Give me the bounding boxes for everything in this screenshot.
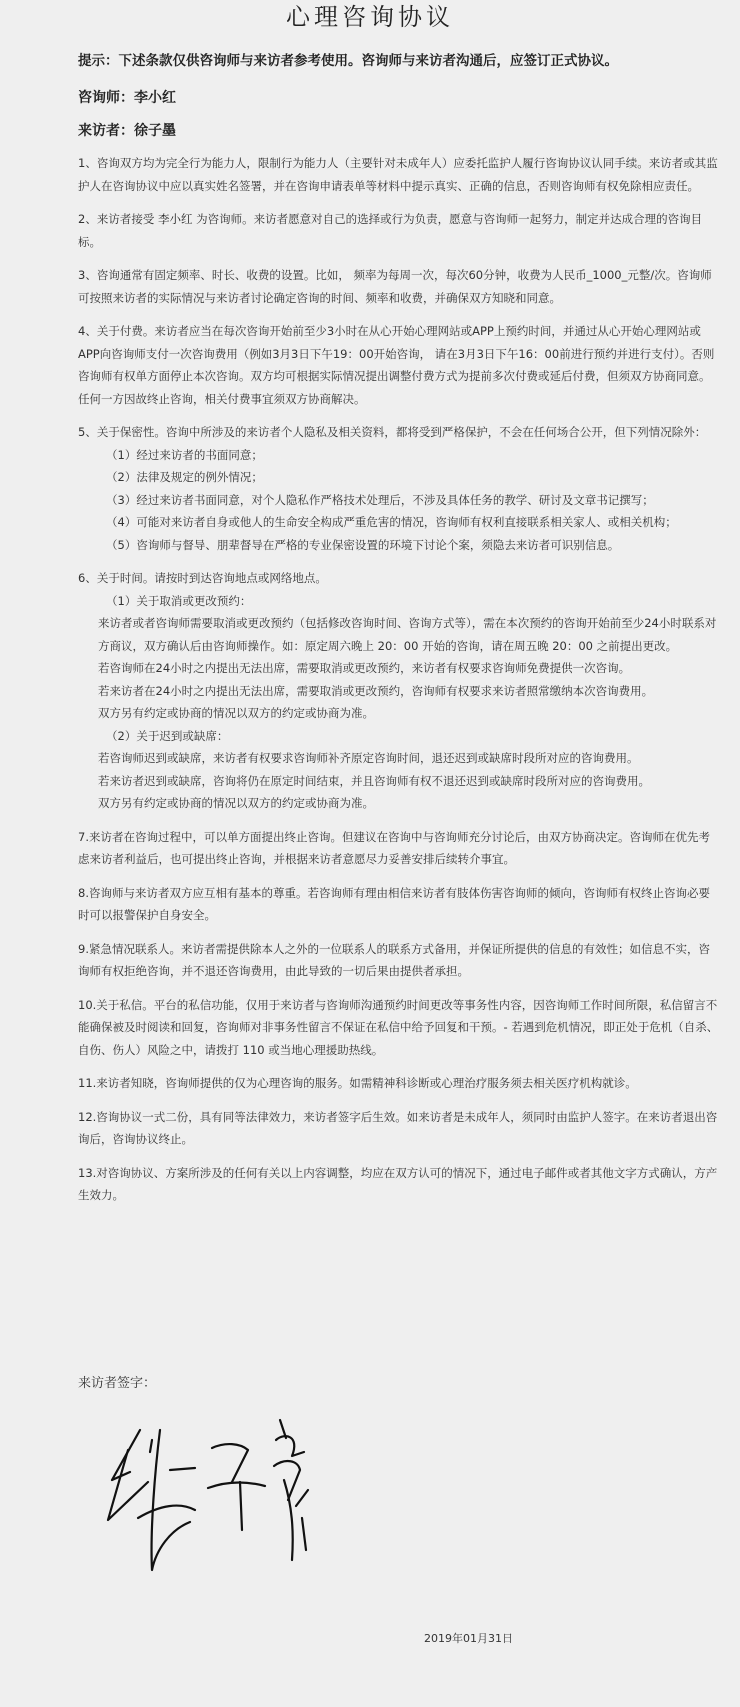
client-name: 徐子墨: [134, 123, 176, 139]
clause-9: 9.紧急情况联系人。来访者需提供除本人之外的一位联系人的联系方式备用，并保证所提供的信息的有效性；如信息不实，咨询师有权拒绝咨询，并不退还咨询费用，由此导致的一切后果由提供者承担。: [78, 941, 710, 978]
client-label: 来访者：: [78, 123, 134, 139]
clause-11: 11.来访者知晓，咨询师提供的仅为心理咨询的服务。如需精神科诊断或心理治疗服务须去相关医疗机构就诊。: [78, 1076, 637, 1090]
clause-5-item: （4）可能对来访者自身或他人的生命安全构成严重危害的情况，咨询师有权利直接联系相关家人、或相关机构；: [106, 515, 677, 529]
clause-6-group: [78, 567, 720, 815]
clause-6-2-text: 若咨询师迟到或缺席，来访者有权要求咨询师补齐原定咨询时间，退还迟到或缺席时段所对应的咨询费用。: [98, 751, 639, 765]
signature-label: 来访者签字：: [78, 1376, 157, 1391]
clause-12: 12.咨询协议一式二份，具有同等法律效力，来访者签字后生效。如来访者是未成年人，须同时由监护人签字。在来访者退出咨询后，咨询协议终止。: [78, 1109, 718, 1146]
clause-5-item: （2）法律及规定的例外情况；: [106, 470, 263, 484]
clause-5: 5、关于保密性。咨询中所涉及的来访者个人隐私及相关资料，都将受到严格保护，不会在任何场合公开，但下列情况除外：: [78, 425, 707, 439]
clause-5-item: （3）经过来访者书面同意，对个人隐私作严格技术处理后，不涉及具体任务的教学、研讨及文章书记撰写；: [106, 492, 654, 507]
signature-date: 2019年01月31日: [424, 1632, 513, 1645]
clause-3: 3、咨询通常有固定频率、时长、收费的设置。比如， 频率为每周一次，每次60分钟，收费为人民币_1000_元整/次。咨询师可按照来访者的实际情况与来访者讨论确定咨询的时间、频率和收费，并确保双方知晓和同意。: [78, 268, 712, 305]
client-line: [78, 120, 176, 140]
clause-2-prefix: 2、来访者接受: [78, 212, 158, 226]
clause-6-2-text: 双方另有约定或协商的情况以双方的约定或协商为准。: [98, 796, 374, 810]
clause-6-2-text: 若来访者迟到或缺席，咨询将仍在原定时间结束，并且咨询师有权不退还迟到或缺席时段所对应的咨询费用。: [98, 773, 650, 788]
clause-2-suffix: 为咨询师。来访者愿意对自己的选择或行为负责，愿意与咨询师一起努力，制定并达成合理的咨询目标。: [78, 212, 703, 249]
clause-6: 6、关于时间。请按时到达咨询地点或网络地点。: [78, 571, 327, 585]
clause-6-1-text: 双方另有约定或协商的情况以双方的约定或协商为准。: [98, 706, 374, 720]
clause-6-1-text: 若咨询师在24小时之内提出无法出席，需要取消或更改预约，来访者有权要求咨询师免费提供一次咨询。: [98, 661, 631, 675]
clause-6-1-title: （1）关于取消或更改预约：: [106, 593, 252, 608]
counselor-label: 咨询师：: [78, 90, 134, 106]
clause-2: [78, 208, 720, 253]
clauses-section: [78, 152, 720, 1218]
clause-5-item: （1）经过来访者的书面同意；: [106, 447, 263, 462]
handwritten-signature: [100, 1410, 340, 1590]
clause-10: 10.关于私信。平台的私信功能，仅用于来访者与咨询师沟通预约时间更改等事务性内容，因咨询师工作时间所限，私信留言不能确保被及时阅读和回复，咨询师对非事务性留言不保证在私信中给予回复和干预。- 若遇到危机情况，即正处于危机（自杀、自伤、伤人）风险之中，请拨打 110 或当地心理援助热线。: [78, 997, 719, 1057]
clause-1: 1、咨询双方均为完全行为能力人，限制行为能力人（主要针对未成年人）应委托监护人履行咨询协议认同手续。来访者或其监护人在咨询协议中应以真实姓名签署，并在咨询申请表单等材料中提示真实、正确的信息，否则咨询师有权免除相应责任。: [78, 156, 718, 193]
document-title: 心理咨询协议: [286, 3, 454, 31]
clause-4: 4、关于付费。来访者应当在每次咨询开始前至少3小时在从心开始心理网站或APP上预约时间，并通过从心开始心理网站或APP向咨询师支付一次咨询费用（例如3月3日下午19：00开始咨询， 请在3月3日下午16：00前进行预约并进行支付）。否则咨询师有权单方面停止本次咨询。双方均可根据实际情况提出调整付费方式为提前多次付费或延后付费，但须双方协商同意。任何一方因故终止咨询，相关付费事宜须双方协商解决。: [78, 324, 715, 406]
notice-text: 提示：下述条款仅供咨询师与来访者参考使用。咨询师与来访者沟通后，应签订正式协议。: [78, 53, 618, 69]
clause-7: 7.来访者在咨询过程中，可以单方面提出终止咨询。但建议在咨询中与咨询师充分讨论后，由双方协商决定。咨询师在优先考虑来访者利益后，也可提出终止咨询，并根据来访者意愿尽力妥善安排后续转介事宜。: [78, 829, 710, 866]
clause-13: 13.对咨询协议、方案所涉及的任何有关以上内容调整，均应在双方认可的情况下，通过电子邮件或者其他文字方式确认，方产生效力。: [78, 1165, 718, 1202]
clause-5-group: [78, 421, 720, 556]
clause-6-1-text: 来访者或者咨询师需要取消或更改预约（包括修改咨询时间、咨询方式等），需在本次预约的咨询开始前至少24小时联系对方商议，双方确认后由咨询师操作。如：原定周六晚上 20：00 开始的咨询，请在周五晚 20：00 之前提出更改。: [98, 616, 717, 653]
clause-2-counselor-name: 李小红: [157, 212, 193, 226]
counselor-line: [78, 87, 176, 107]
clause-5-item: （5）咨询师与督导、朋辈督导在严格的专业保密设置的环境下讨论个案，须隐去来访者可识别信息。: [106, 537, 620, 552]
clause-6-2-title: （2）关于迟到或缺席：: [106, 728, 229, 743]
clause-6-1-text: 若来访者在24小时之内提出无法出席，需要取消或更改预约，咨询师有权要求来访者照常缴纳本次咨询费用。: [98, 683, 654, 698]
clause-8: 8.咨询师与来访者双方应互相有基本的尊重。若咨询师有理由相信来访者有肢体伤害咨询师的倾向，咨询师有权终止咨询必要时可以报警保护自身安全。: [78, 885, 710, 922]
counselor-name: 李小红: [134, 90, 176, 106]
